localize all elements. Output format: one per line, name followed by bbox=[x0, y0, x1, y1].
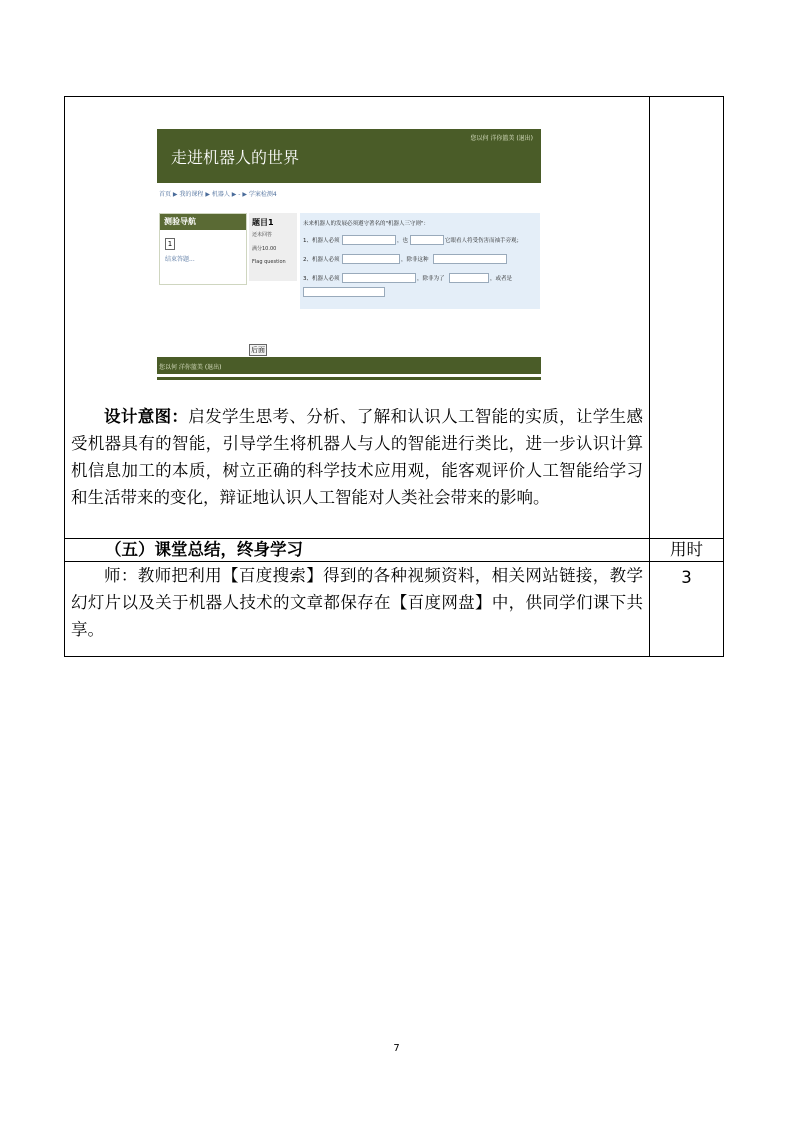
summary-cell bbox=[65, 562, 650, 657]
shot-blank-3 bbox=[342, 254, 400, 264]
shot-question-body bbox=[300, 213, 540, 309]
shot-question-intro: 未来机器人的发展必须遵守著名的"机器人三守则"： bbox=[303, 221, 430, 227]
time-header: 用时 bbox=[670, 540, 703, 559]
activity-cell bbox=[65, 97, 650, 539]
shot-question-info bbox=[249, 213, 297, 281]
time-header-cell bbox=[650, 539, 724, 562]
shot-blank-5 bbox=[342, 273, 416, 283]
shot-header-user: 您以何 洋你篮美 (退出) bbox=[470, 135, 533, 142]
shot-blank-4 bbox=[433, 254, 507, 264]
time-value-cell bbox=[650, 562, 724, 657]
shot-header bbox=[157, 129, 541, 183]
shot-quiz-nav bbox=[159, 213, 247, 285]
shot-blank-1 bbox=[342, 235, 396, 245]
time-value: 3 bbox=[681, 568, 692, 587]
shot-header-title: 走进机器人的世界 bbox=[171, 148, 300, 167]
shot-footer bbox=[157, 357, 541, 374]
shot-line1-c: 它眼看人将受伤害而袖手旁观； bbox=[445, 238, 523, 244]
shot-finish-link: 结束答题... bbox=[165, 256, 195, 263]
shot-line1-a: 1、机器人必须 bbox=[303, 238, 340, 244]
section-title-cell bbox=[65, 539, 650, 562]
design-intent-paragraph bbox=[65, 403, 649, 511]
shot-blank-7 bbox=[303, 287, 385, 297]
shot-breadcrumb: 首页 ▶ 我的课程 ▶ 机器人 ▶ - ▶ 学案检测4 bbox=[159, 191, 277, 198]
shot-back-button: 后面 bbox=[251, 346, 265, 354]
design-intent-text: 启发学生思考、分析、了解和认识人工智能的实质，让学生感受机器具有的智能，引导学生将机器人与人的智能进行类比，进一步认识计算机信息加工的本质，树立正确的科学技术应用观，能客观评价人工智能给学习和生活带来的变化，辩证地认识人工智能对人类社会带来的影响。 bbox=[71, 407, 644, 507]
shot-flag-question: Flag question bbox=[252, 259, 286, 265]
shot-blank-2 bbox=[410, 235, 444, 245]
section-title: （五）课堂总结，终身学习 bbox=[105, 540, 303, 559]
shot-question-score: 满分10.00 bbox=[252, 246, 277, 252]
shot-blank-6 bbox=[449, 273, 489, 283]
shot-question-status: 还未回答 bbox=[252, 232, 273, 238]
lesson-plan-table bbox=[64, 96, 724, 657]
shot-line1-b: ，也 bbox=[397, 238, 409, 244]
side-cell-empty bbox=[650, 97, 724, 539]
shot-footer-user: 您以何 洋你篮美 (退出) bbox=[159, 364, 222, 371]
shot-question-number-button: 1 bbox=[165, 238, 175, 250]
summary-text: 师：教师把利用【百度搜索】得到的各种视频资料，相关网站链接，教学幻灯片以及关于机器人技术的文章都保存在【百度网盘】中，供同学们课下共享。 bbox=[71, 566, 643, 639]
shot-quiz-nav-title: 测验导航 bbox=[160, 214, 246, 230]
shot-footer-line bbox=[157, 377, 541, 380]
shot-question-label: 题目1 bbox=[252, 218, 274, 227]
quiz-screenshot bbox=[157, 129, 541, 383]
shot-line3-b: ，除非为了 bbox=[417, 276, 445, 282]
shot-line3-c: ，或者是 bbox=[490, 276, 513, 282]
page-number: 7 bbox=[393, 1043, 400, 1054]
design-intent-label: 设计意图： bbox=[104, 407, 189, 426]
shot-line3-a: 3、机器人必须 bbox=[303, 276, 340, 282]
shot-line2-a: 2、机器人必须 bbox=[303, 257, 340, 263]
shot-line2-b: ，除非这种 bbox=[401, 257, 429, 263]
